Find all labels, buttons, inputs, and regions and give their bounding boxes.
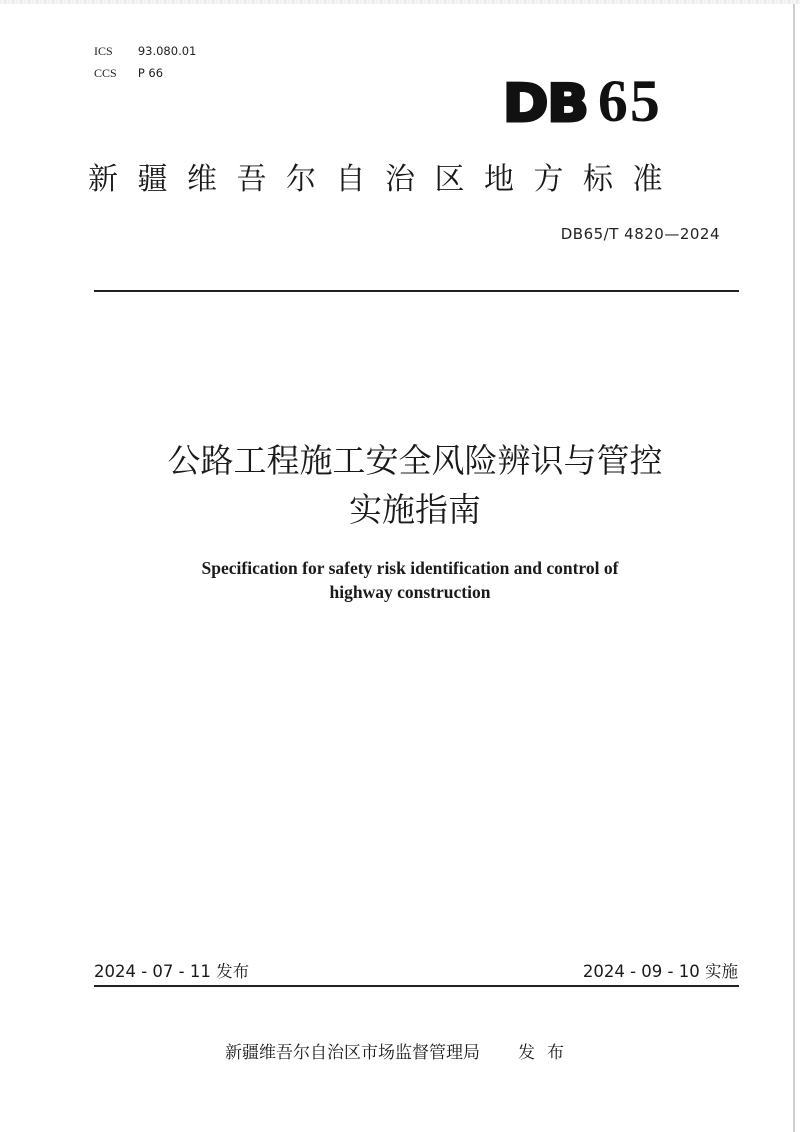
publisher-line (225, 1038, 576, 1063)
title-zh-line1: 公路工程施工安全风险辨识与管控 (167, 441, 663, 480)
divider-bottom (94, 985, 739, 987)
ccs-code (94, 62, 196, 84)
publisher-name: 新疆维吾尔自治区市场监督管理局 (225, 1043, 480, 1063)
classification-codes (94, 40, 196, 84)
issue-date: 2024 - 07 - 11 发布 (94, 962, 250, 981)
title-en-line1: Specification for safety risk identification and control of (201, 558, 619, 578)
title-en-line2: highway construction (329, 582, 491, 602)
ccs-value: P 66 (137, 66, 164, 80)
publisher-action: 发布 (518, 1043, 576, 1063)
db-logo (503, 70, 662, 132)
divider-top (94, 290, 739, 292)
logo-prefix: DB (503, 74, 588, 134)
ics-code (94, 40, 196, 62)
scan-edge-top (0, 0, 800, 4)
ccs-label: CCS (94, 66, 117, 80)
logo-code: 65 (597, 68, 662, 134)
standard-type-heading: 新疆维吾尔自治区地方标准 (88, 162, 682, 197)
implementation-date: 2024 - 09 - 10 实施 (582, 962, 738, 981)
standard-number: DB65/T 4820—2024 (560, 225, 720, 243)
ics-label: ICS (94, 44, 113, 58)
ics-value: 93.080.01 (137, 44, 197, 58)
title-zh-line2: 实施指南 (349, 490, 481, 529)
